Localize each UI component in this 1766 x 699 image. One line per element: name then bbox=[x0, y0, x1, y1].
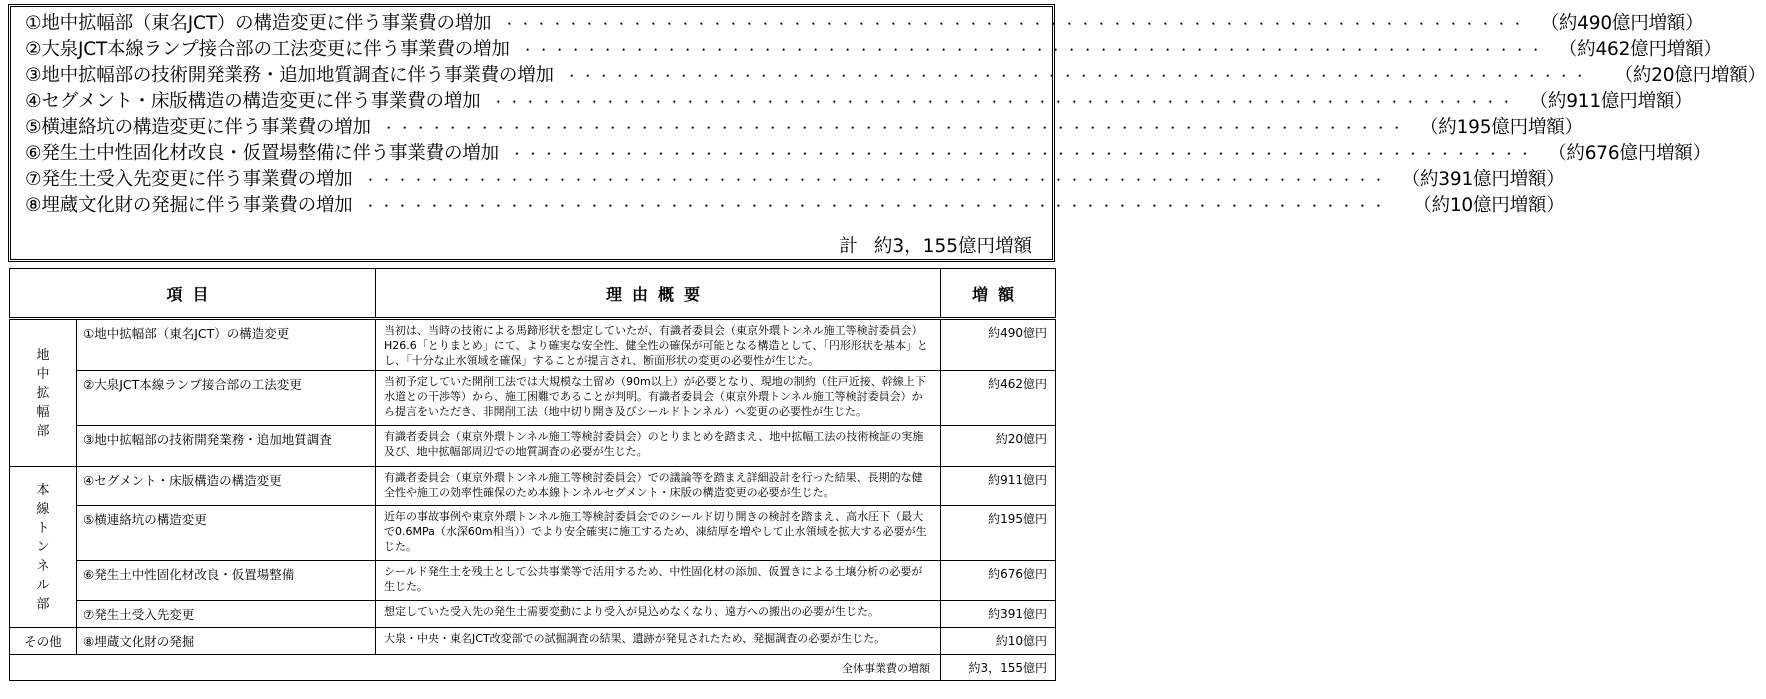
row-amount: 約462億円 bbox=[941, 371, 1056, 426]
leader-dots: ・・・・・・・・・・・・・・・・・・・・・・・・・・・・・・・・・・・・・・・・・・・・・・・・・・・・・・・・・・・・・・・・ bbox=[492, 95, 1517, 109]
header-amount: 増額 bbox=[941, 269, 1056, 319]
leader-dots: ・・・・・・・・・・・・・・・・・・・・・・・・・・・・・・・・・・・・・・・・・・・・・・・・・・・・・・・・・・・・・・・・ bbox=[503, 17, 1528, 31]
summary-item-text: ②大泉JCT本線ランプ接合部の工法変更に伴う事業費の増加 bbox=[25, 39, 510, 60]
group-label-honsen: 本線トンネル部 bbox=[10, 467, 77, 628]
summary-item bbox=[25, 115, 1583, 141]
row-item-name: ⑦発生土受入先変更 bbox=[77, 601, 376, 628]
summary-total-value: 約3，155億円増額 bbox=[873, 236, 1032, 257]
summary-item-text: ⑤横連絡坑の構造変更に伴う事業費の増加 bbox=[25, 117, 371, 138]
summary-item-amount: （約676億円増額） bbox=[1548, 143, 1711, 164]
summary-item-text: ③地中拡幅部の技術開発業務・追加地質調査に伴う事業費の増加 bbox=[25, 65, 554, 86]
summary-item-text: ⑧埋蔵文化財の発掘に伴う事業費の増加 bbox=[25, 195, 353, 216]
summary-item bbox=[25, 37, 1722, 63]
row-reason: 想定していた受入先の発生土需要変動により受入が見込めなくなり、遠方への搬出の必要が生じた。 bbox=[376, 601, 941, 628]
summary-item bbox=[25, 63, 1766, 89]
header-reason: 理由概要 bbox=[376, 269, 941, 319]
row-item-name: ⑥発生土中性固化材改良・仮置場整備 bbox=[77, 561, 376, 601]
row-item-name: ②大泉JCT本線ランプ接合部の工法変更 bbox=[77, 371, 376, 426]
summary-item bbox=[25, 89, 1693, 115]
table-header-row bbox=[10, 269, 1056, 319]
summary-item bbox=[25, 141, 1711, 167]
summary-item bbox=[25, 167, 1565, 193]
group-label-other: その他 bbox=[10, 628, 77, 655]
summary-item-amount: （約462億円増額） bbox=[1558, 39, 1722, 60]
summary-item-text: ①地中拡幅部（東名JCT）の構造変更に伴う事業費の増加 bbox=[25, 13, 492, 34]
leader-dots: ・・・・・・・・・・・・・・・・・・・・・・・・・・・・・・・・・・・・・・・・・・・・・・・・・・・・・・・・・・・・・・・・ bbox=[382, 121, 1407, 135]
summary-item-amount: （約490億円増額） bbox=[1540, 13, 1704, 34]
summary-item-amount: （約391億円増額） bbox=[1401, 169, 1565, 190]
leader-dots: ・・・・・・・・・・・・・・・・・・・・・・・・・・・・・・・・・・・・・・・・・・・・・・・・・・・・・・・・・・・・・・・・ bbox=[521, 43, 1546, 57]
table-row bbox=[10, 371, 1056, 426]
summary-item-amount: （約20億円増額） bbox=[1614, 65, 1766, 86]
row-amount: 約20億円 bbox=[941, 426, 1056, 467]
row-amount: 約391億円 bbox=[941, 601, 1056, 628]
table-row bbox=[10, 506, 1056, 561]
summary-item-text: ⑥発生土中性固化材改良・仮置場整備に伴う事業費の増加 bbox=[25, 143, 499, 164]
table-row bbox=[10, 426, 1056, 467]
table-row bbox=[10, 628, 1056, 655]
summary-box bbox=[8, 4, 1766, 262]
summary-total bbox=[823, 234, 1032, 260]
summary-item-amount: （約195億円増額） bbox=[1420, 117, 1583, 138]
row-amount: 約911億円 bbox=[941, 467, 1056, 506]
leader-dots: ・・・・・・・・・・・・・・・・・・・・・・・・・・・・・・・・・・・・・・・・・・・・・・・・・・・・・・・・・・・・・・・・ bbox=[364, 199, 1389, 213]
summary-item-text: ⑦発生土受入先変更に伴う事業費の増加 bbox=[25, 169, 353, 190]
table-total-row bbox=[10, 655, 1056, 681]
row-item-name: ③地中拡幅部の技術開発業務・追加地質調査 bbox=[77, 426, 376, 467]
detail-table bbox=[9, 268, 1056, 681]
row-item-name: ⑧埋蔵文化財の発掘 bbox=[77, 628, 376, 655]
table-row bbox=[10, 601, 1056, 628]
table-total-label: 全体事業費の増額 bbox=[10, 655, 941, 681]
header-item: 項目 bbox=[10, 269, 376, 319]
leader-dots: ・・・・・・・・・・・・・・・・・・・・・・・・・・・・・・・・・・・・・・・・・・・・・・・・・・・・・・・・・・・・・・・・ bbox=[510, 147, 1535, 161]
row-reason: 有識者委員会（東京外環トンネル施工等検討委員会）のとりまとめを踏まえ、地中拡幅工法の技術検証の実施及び、地中拡幅部周辺での地質調査の必要が生じた。 bbox=[376, 426, 941, 467]
leader-dots: ・・・・・・・・・・・・・・・・・・・・・・・・・・・・・・・・・・・・・・・・・・・・・・・・・・・・・・・・・・・・・・・・ bbox=[565, 69, 1590, 83]
row-reason: 当初予定していた開削工法では大規模な土留め（90m以上）が必要となり、現地の制約（住戸近接、幹線上下水道との干渉等）から、施工困難であることが判明。有識者委員会（東京外環トンネル施工等検討委員会）から提言をいただき、非開削工法（地中切り開き及びシールドトンネル）へ変更の必要性が生じた。 bbox=[376, 371, 941, 426]
row-amount: 約195億円 bbox=[941, 506, 1056, 561]
summary-item-amount: （約10億円増額） bbox=[1413, 195, 1565, 216]
row-reason: 大泉・中央・東名JCT改変部での試掘調査の結果、遺跡が発見されたため、発掘調査の必要が生じた。 bbox=[376, 628, 941, 655]
group-label-chika: 地中拡幅部 bbox=[10, 319, 77, 467]
leader-dots: ・・・・・・・・・・・・・・・・・・・・・・・・・・・・・・・・・・・・・・・・・・・・・・・・・・・・・・・・・・・・・・・・ bbox=[364, 173, 1389, 187]
table-row bbox=[10, 561, 1056, 601]
row-amount: 約10億円 bbox=[941, 628, 1056, 655]
table-row bbox=[10, 319, 1056, 371]
summary-item-text: ④セグメント・床版構造の構造変更に伴う事業費の増加 bbox=[25, 91, 481, 112]
summary-total-label: 計 bbox=[839, 236, 858, 257]
row-item-name: ⑤横連絡坑の構造変更 bbox=[77, 506, 376, 561]
row-amount: 約490億円 bbox=[941, 319, 1056, 371]
summary-item bbox=[25, 193, 1565, 219]
row-reason: 有識者委員会（東京外環トンネル施工等検討委員会）での議論等を踏まえ詳細設計を行った結果、長期的な健全性や施工の効率性確保のため本線トンネルセグメント・床版の構造変更の必要が生じた。 bbox=[376, 467, 941, 506]
row-reason: 当初は、当時の技術による馬蹄形状を想定していたが、有識者委員会（東京外環トンネル施工等検討委員会）H26.6「とりまとめ」にて、より確実な安全性、健全性の確保が可能となる構造として、「円形形状を基本」とし、「十分な止水領域を確保」することが提言され、断面形状の変更の必要性が生じた。 bbox=[376, 319, 941, 371]
row-amount: 約676億円 bbox=[941, 561, 1056, 601]
row-item-name: ④セグメント・床版構造の構造変更 bbox=[77, 467, 376, 506]
summary-item bbox=[25, 11, 1704, 37]
row-reason: シールド発生土を残土として公共事業等で活用するため、中性固化材の添加、仮置きによる土壌分析の必要が生じた。 bbox=[376, 561, 941, 601]
summary-item-amount: （約911億円増額） bbox=[1529, 91, 1693, 112]
row-reason: 近年の事故事例や東京外環トンネル施工等検討委員会でのシールド切り開きの検討を踏まえ、高水圧下（最大で0.6MPa（水深60m相当））でより安全確実に施工するため、凍結厚を増やして止水領域を拡大する必要が生じた。 bbox=[376, 506, 941, 561]
table-total-amount: 約3，155億円 bbox=[941, 655, 1056, 681]
table-row bbox=[10, 467, 1056, 506]
row-item-name: ①地中拡幅部（東名JCT）の構造変更 bbox=[77, 319, 376, 371]
